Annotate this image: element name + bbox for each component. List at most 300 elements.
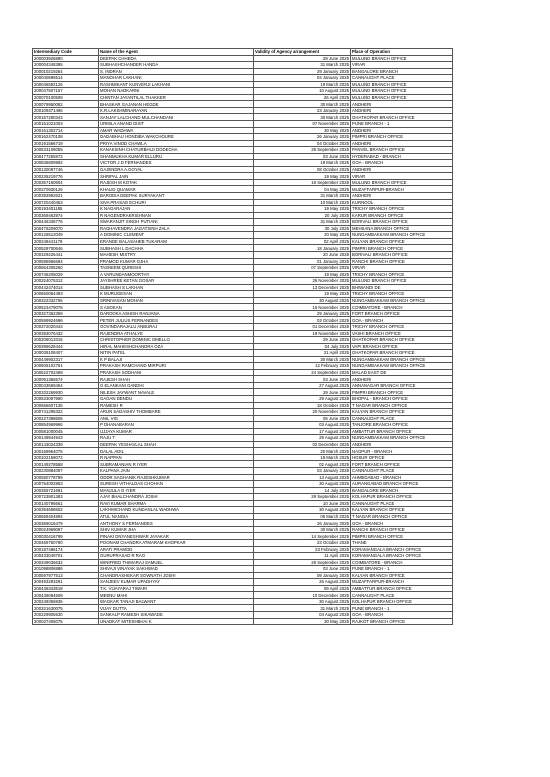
validity-cell: 12 February 2025 (254, 363, 351, 370)
intermediary-code-cell: 200010219264 (33, 68, 99, 75)
validity-cell: 29 August 2025 (254, 395, 351, 402)
place-cell: TRICHY BRANCH OFFICE (351, 291, 453, 298)
validity-cell: 30 August 2025 (254, 507, 351, 514)
place-cell: CANNAUGHT PLACE (351, 592, 453, 599)
agent-name-cell: NILESH JAYWANT NAVALE (99, 389, 254, 396)
agent-name-cell: GAGAN DENDU (99, 395, 254, 402)
intermediary-code-cell: 200249356836 (33, 598, 99, 605)
place-cell: GOA - BRANCH (351, 612, 453, 619)
validity-cell: 30 August 2025 (254, 598, 351, 605)
agent-name-cell: K MURUGESAN (99, 291, 254, 298)
table-row (33, 618, 453, 625)
intermediary-code-cell: 200249441178 (33, 238, 99, 245)
agent-name-cell: R NAGENDRAKRISHNAN (99, 212, 254, 219)
agent-name-cell: GOVINDARAJALU ANBURAJ (99, 323, 254, 330)
validity-cell: 29 June 2025 (254, 389, 351, 396)
validity-cell: 27 August 2025 (254, 382, 351, 389)
agent-name-cell: UJJAYA KUMAR (99, 428, 254, 435)
agent-name-cell: S ASOKAN (99, 304, 254, 311)
agent-name-cell: NITIN PATEL (99, 350, 254, 357)
place-cell: MULUND BRANCH OFFICE (351, 55, 453, 62)
header-intermediary-code: Intermediary Code (33, 49, 99, 56)
place-cell: KALYAN BRANCH OFFICE (351, 507, 453, 514)
validity-cell: 26 April 2025 (254, 94, 351, 101)
validity-cell: 30 August 2025 (254, 297, 351, 304)
agent-name-cell: ANTHONY S FERNANDES (99, 520, 254, 527)
intermediary-code-cell: 200477255972 (33, 153, 99, 160)
validity-cell: 19 March 2025 (254, 160, 351, 167)
validity-cell: 13 August 2025 (254, 474, 351, 481)
place-cell: ANDHERI (351, 107, 453, 114)
validity-cell: 03 June 2025 (254, 153, 351, 160)
agent-name-cell: PINAKI DNYANESHWAR JAYAKAR (99, 533, 254, 540)
intermediary-code-cell: 200206013315 (33, 337, 99, 344)
intermediary-code-cell: 200162470108 (33, 134, 99, 141)
intermediary-code-cell: 200355721691 (33, 487, 99, 494)
agent-name-cell: ERANDE BALASAHEB TUKARAM (99, 238, 254, 245)
place-cell: MULUND BRANCH OFFICE (351, 88, 453, 95)
validity-cell: 31 March 2025 (254, 193, 351, 200)
intermediary-code-cell: 200446336776 (33, 219, 99, 226)
place-cell: FORT BRANCH OFFICE (351, 461, 453, 468)
intermediary-code-cell: 200369016479 (33, 520, 99, 527)
validity-cell: 26 November 2025 (254, 278, 351, 285)
agent-name-cell: BHASKAR GAJANAN HEGDE (99, 101, 254, 108)
place-cell: PUNE BRANCH - 1 (351, 121, 453, 128)
validity-cell: 23 February 2025 (254, 546, 351, 553)
validity-cell: 02 August 2025 (254, 461, 351, 468)
place-cell: PIMPRI BRANCH OFFICE (351, 134, 453, 141)
place-cell: KORAMANGALA BRANCH OFFICE (351, 546, 453, 553)
intermediary-code-cell: 200322332766 (33, 297, 99, 304)
validity-cell: 10 August 2025 (254, 88, 351, 95)
intermediary-code-cell: 200039108407 (33, 350, 99, 357)
place-cell: RAJKOT BRANCH OFFICE (351, 618, 453, 625)
place-cell: TANJORE BRANCH OFFICE (351, 422, 453, 429)
intermediary-code-cell: 200004348395 (33, 62, 99, 69)
agent-name-cell: GAJENDRA A.GOYAL (99, 166, 254, 173)
validity-cell: 23 January 2025 (254, 107, 351, 114)
agent-name-cell: CHANDRASHEKAR SOWNATH JOSHI (99, 572, 254, 579)
header-place-of-operation: Place of Operation (351, 49, 453, 56)
agent-name-cell: KHALID QUAMAR (99, 186, 254, 193)
place-cell: MULUND BRANCH OFFICE (351, 94, 453, 101)
validity-cell: 30 August 2025 (254, 481, 351, 488)
validity-cell: 21 April 2025 (254, 350, 351, 357)
place-cell: BHOPAL - BRANCH OFFICE (351, 395, 453, 402)
validity-cell: 30 March 2025 (254, 101, 351, 108)
agent-name-cell: SWARANJIT SINGH PUTIANI (99, 219, 254, 226)
place-cell: MUZAFFARPUR-BRANCH (351, 579, 453, 586)
validity-cell: 24 September 2025 (254, 369, 351, 376)
intermediary-code-cell: 200370930126 (33, 186, 99, 193)
agent-name-cell: RASHMIKANT KUNVERJI LAKHANI (99, 81, 254, 88)
validity-cell: 23 October 2025 (254, 540, 351, 547)
agent-name-cell: PRIYA VINOD CHAWLA (99, 140, 254, 147)
validity-cell: 19 September 2025 (254, 179, 351, 186)
validity-cell: 14 September 2025 (254, 533, 351, 540)
intermediary-code-cell: 200590778799 (33, 474, 99, 481)
agent-name-cell: HIRAL MAHESHCHANDRA OZA (99, 343, 254, 350)
agent-name-cell: PRAMOD KUMAR OJHA (99, 258, 254, 265)
intermediary-code-cell: 200157290343 (33, 114, 99, 121)
validity-cell: 10 December 2025 (254, 592, 351, 599)
validity-cell: 28 June 2025 (254, 55, 351, 62)
place-cell: ANDHERI (351, 101, 453, 108)
validity-cell: 14 July 2025 (254, 487, 351, 494)
validity-cell: 09 April 2025 (254, 585, 351, 592)
intermediary-code-cell: 200723901383 (33, 494, 99, 501)
validity-cell: 17 August 2025 (254, 428, 351, 435)
intermediary-code-cell: 200854969966 (33, 422, 99, 429)
intermediary-code-cell: 200659404894 (33, 513, 99, 520)
intermediary-code-cell: 200433049701 (33, 553, 99, 560)
validity-cell: 05 June 2025 (254, 415, 351, 422)
intermediary-code-cell: 200193401185 (33, 206, 99, 213)
intermediary-code-cell: 200469750790 (33, 540, 99, 547)
place-cell: KORAMANGALA BRANCH OFFICE (351, 553, 453, 560)
validity-cell: 07 September 2025 (254, 265, 351, 272)
validity-cell: 01 December 2025 (254, 323, 351, 330)
place-cell: NUNGAMBAKKAM BRANCH OFFICE (351, 297, 453, 304)
place-cell: KALYAN BRANCH OFFICE (351, 238, 453, 245)
intermediary-code-cell: 200595956694 (33, 258, 99, 265)
intermediary-code-cell: 200533106055 (33, 147, 99, 154)
agent-name-cell: RAGHAVENDRA JAGATSINH ZALA (99, 225, 254, 232)
place-cell: AMBATTUR BRANCH OFFICE (351, 585, 453, 592)
validity-cell: 04 May 2025 (254, 186, 351, 193)
validity-cell: 04 October 2025 (254, 140, 351, 147)
agent-name-cell: BARODIA DEEPAK SURYAKANT (99, 193, 254, 200)
agent-name-cell: PRAKASH RAMCHAND MIRPURI (99, 363, 254, 370)
validity-cell: 29 August 2025 (254, 435, 351, 442)
validity-cell: 31 March 2025 (254, 605, 351, 612)
validity-cell: 20 May 2025 (254, 232, 351, 239)
place-cell: BHIWANDI DE (351, 284, 453, 291)
place-cell: CANNAUGHT PLACE (351, 75, 453, 82)
place-cell: AHMEDABAD - BRANCH (351, 474, 453, 481)
place-cell: VASHI BRANCH OFFICE (351, 330, 453, 337)
validity-cell: 20 March 2025 (254, 448, 351, 455)
intermediary-code-cell: 200436343518 (33, 585, 99, 592)
agent-name-cell: MOHAN NADKARNI (99, 88, 254, 95)
intermediary-code-cell: 200442474014 (33, 284, 99, 291)
place-cell: PUNE BRANCH - 1 (351, 605, 453, 612)
place-cell: T NAGAR BRANCH OFFICE (351, 513, 453, 520)
intermediary-code-cell: 200349036632 (33, 559, 99, 566)
intermediary-code-cell: 200003926890 (33, 55, 99, 62)
validity-cell: 04 July 2025 (254, 343, 351, 350)
agent-name-cell: SANJAY LALCHAND MULCHANDANI (99, 114, 254, 121)
place-cell: FORT BRANCH OFFICE (351, 310, 453, 317)
place-cell: COIMBATORE - BRANCH (351, 559, 453, 566)
agent-name-cell: ATUL NANGIA (99, 513, 254, 520)
validity-cell: 02 April 2025 (254, 238, 351, 245)
place-cell: AURANGABAD BRANCH OFFICE (351, 481, 453, 488)
validity-cell: 26 January 2025 (254, 134, 351, 141)
intermediary-code-cell: 200475209070 (33, 225, 99, 232)
validity-cell: 05 March 2025 (254, 513, 351, 520)
intermediary-code-cell: 200102159072 (33, 454, 99, 461)
intermediary-code-cell: 200741295322 (33, 409, 99, 416)
place-cell: BANGALORE BRANCH (351, 487, 453, 494)
intermediary-code-cell: 200109371496 (33, 107, 99, 114)
agent-name-cell: DAROOKA ASHISH RANJANA (99, 310, 254, 317)
intermediary-code-cell: 200324075312 (33, 278, 99, 285)
intermediary-code-cell: 200024969097 (33, 526, 99, 533)
place-cell: VIRAR (351, 173, 453, 180)
place-cell: PIMPRI BRANCH OFFICE (351, 389, 453, 396)
place-cell: GOA - BRANCH (351, 520, 453, 527)
intermediary-code-cell: 200332269930 (33, 389, 99, 396)
agent-name-cell: RAJESH M KOTAK (99, 179, 254, 186)
validity-cell: 04 August 2025 (254, 612, 351, 619)
intermediary-code-cell: 200197486174 (33, 546, 99, 553)
validity-cell: 10 March 2025 (254, 199, 351, 206)
place-cell: MULUND BRANCH OFFICE (351, 179, 453, 186)
intermediary-code-cell: 200070100509 (33, 94, 99, 101)
intermediary-code-cell: 200836809992 (33, 160, 99, 167)
agent-name-cell: TASNEEM QURESHI (99, 265, 254, 272)
intermediary-code-cell: 200529700646 (33, 245, 99, 252)
place-cell: PIMPRI BRANCH OFFICE (351, 533, 453, 540)
validity-cell: 26 January 2025 (254, 520, 351, 527)
agent-name-cell: S. INDRAN (99, 68, 254, 75)
agent-name-cell: DEEPAK YESHAVLAL SHAH (99, 441, 254, 448)
intermediary-code-cell: 200367160604 (33, 179, 99, 186)
agent-name-cell: MANOHAR LAKHANI (99, 75, 254, 82)
place-cell: ANNANAGAR BRANCH OFFICE (351, 382, 453, 389)
agent-name-cell: R NAPPAN (99, 454, 254, 461)
intermediary-code-cell: 200327362369 (33, 310, 99, 317)
place-cell: HYDERABAD - BRANCH (351, 153, 453, 160)
validity-cell: 03 June 2025 (254, 376, 351, 383)
intermediary-code-cell: 200395628444 (33, 343, 99, 350)
place-cell: COIMBATORE - BRANCH (351, 304, 453, 311)
place-cell: BORIVALI BRANCH OFFICE (351, 251, 453, 258)
place-cell: TRICHY BRANCH OFFICE (351, 206, 453, 213)
validity-cell: 20 July 2025 (254, 212, 351, 219)
intermediary-code-cell: 200599924696 (33, 317, 99, 324)
agent-name-cell: SHIV KUMAR JHA (99, 526, 254, 533)
intermediary-code-cell: 200130097746 (33, 166, 99, 173)
place-cell: PUNE BRANCH - 1 (351, 566, 453, 573)
agent-name-cell: A DOMINIC CLEMENT (99, 232, 254, 239)
intermediary-code-cell: 200169964075 (33, 448, 99, 455)
intermediary-code-cell: 200161021003 (33, 121, 99, 128)
agent-name-cell: DADABHAU HONDIBA WAKCHOURE (99, 134, 254, 141)
agent-name-cell: CHRISTOPHER DOMINIC DMELLO (99, 337, 254, 344)
intermediary-code-cell: 200149944943 (33, 435, 99, 442)
intermediary-code-cell: 200369462974 (33, 212, 99, 219)
validity-cell: 29 January 2025 (254, 310, 351, 317)
intermediary-code-cell: 200439084508 (33, 592, 99, 599)
validity-cell: 11 April 2025 (254, 553, 351, 560)
intermediary-code-cell: 200393076432 (33, 330, 99, 337)
validity-cell: 29 June 2025 (254, 337, 351, 344)
intermediary-code-cell: 200633097590 (33, 395, 99, 402)
validity-cell: 29 January 2025 (254, 68, 351, 75)
place-cell: CANNAUGHT PLACE (351, 415, 453, 422)
validity-cell: 19 May 2025 (254, 291, 351, 298)
agent-name-cell: RAVI KUMAR SHARMA (99, 500, 254, 507)
agent-name-cell: ODDR SAGHANIK RAJESHKUMAR (99, 474, 254, 481)
intermediary-code-cell: 200040695514 (33, 75, 99, 82)
validity-cell: 19 May 2025 (254, 173, 351, 180)
agent-name-cell: POONAM CHANDRA ATMARAM KHOPKAR (99, 540, 254, 547)
place-cell: KOLHAPUR BRANCH OFFICE (351, 494, 453, 501)
header-validity: Validity of Agency arrangement (254, 49, 351, 56)
intermediary-code-cell: 200161302714 (33, 127, 99, 134)
validity-cell: 30 March 2025 (254, 114, 351, 121)
validity-cell: 19 November 2025 (254, 330, 351, 337)
place-cell: ANDHERI (351, 166, 453, 173)
agent-name-cell: CHINTAN JAYANTILAL THAKKER (99, 94, 254, 101)
intermediary-code-cell: 200720440453 (33, 199, 99, 206)
agent-name-cell: VICTOR J D FERNANDES (99, 160, 254, 167)
validity-cell: 19 May 2025 (254, 271, 351, 278)
validity-cell: 19 March 2025 (254, 81, 351, 88)
place-cell: ANDHERI (351, 441, 453, 448)
validity-cell: 01 January 2025 (254, 258, 351, 265)
intermediary-code-cell: 200394658602 (33, 507, 99, 514)
place-cell: KOLHAPUR BRANCH OFFICE (351, 598, 453, 605)
place-cell: NUNGAMBAKKAM BRANCH OFFICE (351, 363, 453, 370)
intermediary-code-cell: 200047507157 (33, 88, 99, 95)
place-cell: T NAGAR BRANCH OFFICE (351, 402, 453, 409)
validity-cell: 13 December 2025 (254, 284, 351, 291)
agent-name-cell: SRINIVASAN MOHAN (99, 297, 254, 304)
agent-name-cell: DALAL ADIL (99, 448, 254, 455)
intermediary-code-cell: 200143024339 (33, 441, 99, 448)
validity-cell: 28 September 2025 (254, 559, 351, 566)
agent-name-cell: SUBHASH S LAKHAN (99, 284, 254, 291)
place-cell: CANNAUGHT PLACE (351, 468, 453, 475)
agent-name-cell: K NAGARAJAN (99, 206, 254, 213)
place-cell: KALYAN BRANCH OFFICE (351, 409, 453, 416)
validity-cell: 09 January 2025 (254, 572, 351, 579)
place-cell: ANDHERI (351, 127, 453, 134)
validity-cell: 29 September 2025 (254, 147, 351, 154)
intermediary-code-cell: 200393992621 (33, 193, 99, 200)
agent-name-cell: RAJESH SHAH (99, 376, 254, 383)
place-cell: ANDHERI (351, 193, 453, 200)
agent-name-cell: URMILA ANAND DIXIT (99, 121, 254, 128)
intermediary-code-cell: 200597977513 (33, 572, 99, 579)
agent-name-cell: SANJEEV KUMAR UPADHYAY (99, 579, 254, 586)
intermediary-code-cell: 200745205029 (33, 271, 99, 278)
agent-name-cell: PETER JULIUS FERNANDES (99, 317, 254, 324)
place-cell: KURNOOL (351, 199, 453, 206)
place-cell: NUNGAMBAKKAM BRANCH OFFICE (351, 356, 453, 363)
intermediary-code-cell: 200664305260 (33, 265, 99, 272)
agent-name-cell: VIJAY DUTTA (99, 605, 254, 612)
validity-cell: 02 December 2025 (254, 441, 351, 448)
validity-cell: 26 August 2025 (254, 579, 351, 586)
header-agent-name: Name of the Agent (99, 49, 254, 56)
agent-name-cell: WAGKAR TANAJI BALWANT (99, 598, 254, 605)
agent-name-cell: PRAKASH SODHANI (99, 369, 254, 376)
place-cell: GHATKOPAR BRANCH OFFICE (351, 114, 453, 121)
agent-name-cell: SHIVAJI VINAYAK SAKHWAD (99, 566, 254, 573)
agent-name-cell: G ELANKANI GANDHI (99, 382, 254, 389)
agent-name-cell: T.K. VIJAYARAJ TIWARI (99, 585, 254, 592)
intermediary-code-cell: 200321630075 (33, 605, 99, 612)
validity-cell: 31 March 2025 (254, 62, 351, 69)
intermediary-code-cell: 200043669464 (33, 382, 99, 389)
place-cell: GHATKOPAR BRANCH OFFICE (351, 337, 453, 344)
agent-name-cell: SUBHASH L DACHHA (99, 245, 254, 252)
intermediary-code-cell: 200230884097 (33, 468, 99, 475)
place-cell: RANCHI BRANCH OFFICE (351, 258, 453, 265)
intermediary-code-cell: 200091356574 (33, 376, 99, 383)
validity-cell: 19 March 2025 (254, 454, 351, 461)
place-cell: NAGPUR - BRANCH (351, 448, 453, 455)
place-cell: HOSUR OFFICE (351, 454, 453, 461)
agent-name-cell: AMAR WADHWA (99, 127, 254, 134)
validity-cell: 03 June 2025 (254, 566, 351, 573)
validity-cell: 20 November 2025 (254, 409, 351, 416)
validity-cell: 30 May 2025 (254, 127, 351, 134)
place-cell: ANDHERI (351, 376, 453, 383)
place-cell: MALAD EAST DE (351, 369, 453, 376)
agent-name-cell: SUBHASHCHANDER HANDA (99, 62, 254, 69)
place-cell: KALYAN BRANCH OFFICE (351, 572, 453, 579)
intermediary-code-cell: 200449902317 (33, 356, 99, 363)
intermediary-code-cell: 200235219776 (33, 173, 99, 180)
validity-cell: 30 March 2025 (254, 526, 351, 533)
place-cell: PANVEL BRANCH OFFICE (351, 147, 453, 154)
agent-name-cell: K.R.LAKSHMINARAYAN (99, 107, 254, 114)
place-cell: GOA - BRANCH (351, 317, 453, 324)
validity-cell: 04 January 2025 (254, 75, 351, 82)
agent-name-cell: SHRIPAL JAIN (99, 173, 254, 180)
validity-cell: 18 January 2025 (254, 245, 351, 252)
intermediary-code-cell: 200372020443 (33, 323, 99, 330)
place-cell: KARUR BRANCH OFFICE (351, 212, 453, 219)
agent-name-cell: ARUN SADASHIV THOMBARE (99, 409, 254, 416)
intermediary-code-cell: 200656607135 (33, 402, 99, 409)
agent-name-cell: RAJU T (99, 435, 254, 442)
place-cell: VIRAR (351, 265, 453, 272)
validity-cell: 19 May 2025 (254, 206, 351, 213)
intermediary-code-cell: 200522702469 (33, 369, 99, 376)
validity-cell: 07 November 2025 (254, 121, 351, 128)
intermediary-code-cell: 201098806886 (33, 566, 99, 573)
agent-name-cell: MEENU MAHI (99, 592, 254, 599)
intermediary-code-cell: 200329226441 (33, 251, 99, 258)
intermediary-code-cell: 200149278558 (33, 461, 99, 468)
place-cell: TRICHY BRANCH OFFICE (351, 271, 453, 278)
agent-name-cell: MANJULA G IYER (99, 487, 254, 494)
intermediary-code-cell: 200505102761 (33, 363, 99, 370)
agent-name-cell: JAYSHREE KETAN GOSAR (99, 278, 254, 285)
intermediary-code-cell: 200079950082 (33, 101, 99, 108)
intermediary-code-cell: 200046592125 (33, 81, 99, 88)
agent-name-cell: RAJENDRA ATHALYE (99, 330, 254, 337)
agent-name-cell: KANAKSINH CHATURBHUJ DODECHA (99, 147, 254, 154)
place-cell: ANDHERI (351, 140, 453, 147)
place-cell: MULUND BRANCH OFFICE (351, 81, 453, 88)
agent-name-cell: DEEPAK CHHEDA (99, 55, 254, 62)
agent-name-cell: K P BALAJI (99, 356, 254, 363)
agent-name-cell: SANKALP RAMESH SIKAWADE (99, 612, 254, 619)
place-cell: PIMPRI BRANCH OFFICE (351, 245, 453, 252)
agent-table (32, 48, 453, 625)
place-cell: AMBATTUR BRANCH OFFICE (351, 428, 453, 435)
validity-cell: 20 June 2025 (254, 251, 351, 258)
intermediary-code-cell: 200523479078 (33, 304, 99, 311)
